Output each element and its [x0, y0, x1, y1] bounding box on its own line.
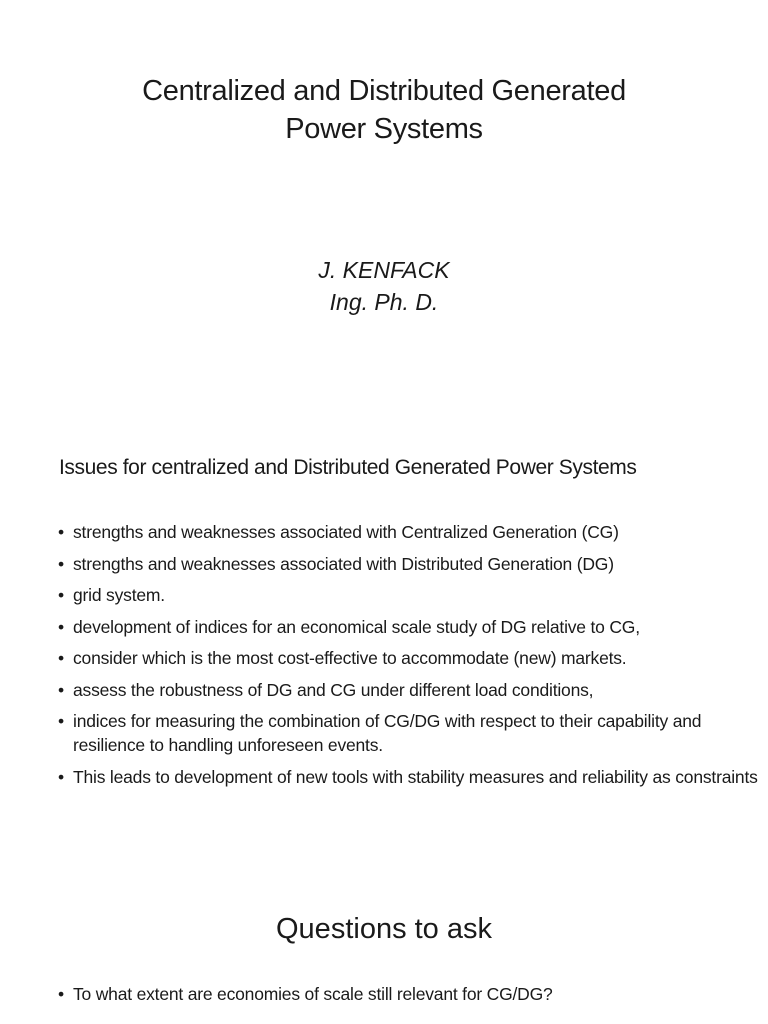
bullet-text: This leads to development of new tools with stability measures and reliability as constraints [73, 766, 758, 787]
bullet-icon: • [58, 711, 64, 731]
bullet-text: strengths and weaknesses associated with Centralized Generation (CG) [73, 522, 619, 542]
bullet-text: assess the robustness of DG and CG under different load conditions, [73, 679, 594, 700]
questions-bullet-list [58, 982, 758, 1014]
bullet-text: grid system. [73, 585, 165, 605]
bullet-icon: • [58, 585, 64, 605]
bullet-icon: • [58, 766, 64, 787]
bullet-text: consider which is the most cost-effective to accommodate (new) markets. [73, 648, 627, 668]
title-line-2: Power Systems [285, 113, 483, 145]
bullet-text: indices for measuring the combination of CG/DG with respect to their capability and resilience to handling unforeseen events. [73, 711, 702, 755]
list-item [58, 615, 758, 639]
author-block [134, 254, 634, 318]
issues-heading: Issues for centralized and Distributed Generated Power Systems [59, 456, 637, 479]
list-item [58, 678, 758, 702]
bullet-text: strengths and weaknesses associated with Distributed Generation (DG) [73, 553, 614, 574]
list-item [58, 552, 758, 576]
bullet-text: To what extent are economies of scale still relevant for CG/DG? [73, 984, 553, 1004]
bullet-icon: • [58, 522, 64, 542]
list-item [58, 709, 758, 757]
list-item [58, 583, 758, 607]
author-name: J. KENFACK [318, 257, 450, 283]
title-slide [0, 0, 768, 420]
bullet-icon: • [58, 679, 64, 700]
bullet-icon: • [58, 648, 64, 668]
list-item [58, 520, 758, 544]
author-degree: Ing. Ph. D. [329, 289, 439, 315]
list-item [58, 982, 758, 1006]
bullet-icon: • [58, 553, 64, 574]
questions-slide [0, 900, 768, 1024]
issues-bullet-list [58, 520, 758, 796]
bullet-text: development of indices for an economical scale study of DG relative to CG, [73, 616, 640, 637]
list-item [58, 765, 758, 789]
title-line-1: Centralized and Distributed Generated [142, 75, 626, 107]
bullet-icon: • [58, 984, 64, 1004]
questions-heading: Questions to ask [276, 913, 492, 945]
bullet-icon: • [58, 616, 64, 637]
list-item [58, 646, 758, 670]
presentation-title [60, 72, 708, 148]
issues-slide [0, 440, 768, 840]
